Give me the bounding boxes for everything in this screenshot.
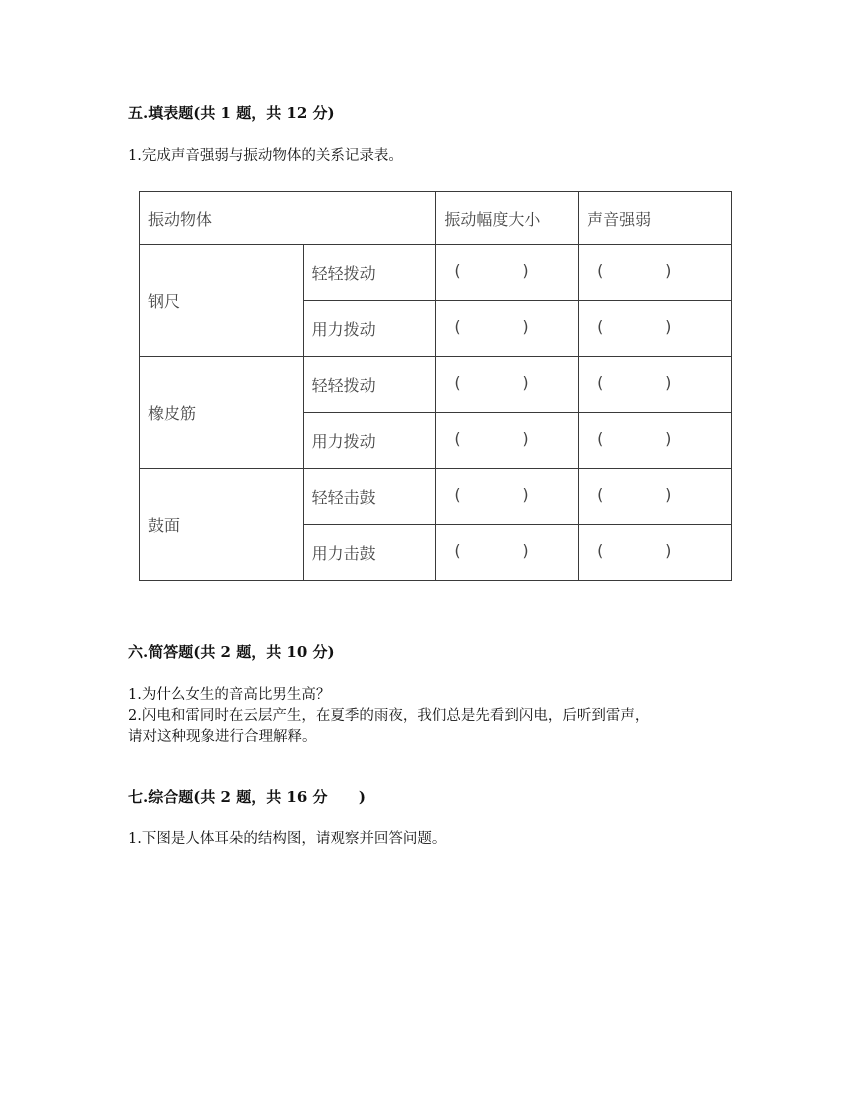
section-7-question-1: 1.下图是人体耳朵的结构图，请观察并回答问题。 <box>128 831 447 847</box>
loudness-blank-cell[interactable]: ( ) <box>579 357 732 413</box>
amplitude-blank-cell[interactable]: ( ) <box>436 413 579 469</box>
section-6-question-2-line-1: 2.闪电和雷同时在云层产生，在夏季的雨夜，我们总是先看到闪电，后听到雷声， <box>128 708 650 724</box>
object-cell: 钢尺 <box>140 245 304 357</box>
loudness-blank-cell[interactable]: ( ) <box>579 413 732 469</box>
amplitude-blank-cell[interactable]: ( ) <box>436 245 579 301</box>
action-cell: 用力拨动 <box>303 301 436 357</box>
loudness-blank-cell[interactable]: ( ) <box>579 301 732 357</box>
amplitude-blank-cell[interactable]: ( ) <box>436 301 579 357</box>
table-row <box>140 469 732 525</box>
section-6-question-2-line-2: 请对这种现象进行合理解释。 <box>128 729 317 745</box>
table-row <box>140 357 732 413</box>
action-cell: 轻轻拨动 <box>303 245 436 301</box>
section-6-question-1: 1.为什么女生的音高比男生高？ <box>128 687 331 703</box>
action-cell: 轻轻拨动 <box>303 357 436 413</box>
amplitude-blank-cell[interactable]: ( ) <box>436 525 579 581</box>
loudness-blank-cell[interactable]: ( ) <box>579 469 732 525</box>
header-vibrating-object: 振动物体 <box>140 192 436 245</box>
loudness-blank-cell[interactable]: ( ) <box>579 525 732 581</box>
action-cell: 轻轻击鼓 <box>303 469 436 525</box>
object-cell: 橡皮筋 <box>140 357 304 469</box>
amplitude-blank-cell[interactable]: ( ) <box>436 357 579 413</box>
table-header-row <box>140 192 732 245</box>
action-cell: 用力击鼓 <box>303 525 436 581</box>
header-loudness: 声音强弱 <box>579 192 732 245</box>
section-7-heading: 七.综合题(共 2 题，共 16 分 ) <box>128 788 366 806</box>
table-row <box>140 245 732 301</box>
section-5-question-1: 1.完成声音强弱与振动物体的关系记录表。 <box>128 148 403 164</box>
section-5-heading: 五.填表题(共 1 题，共 12 分) <box>128 104 335 122</box>
section-6-heading: 六.简答题(共 2 题，共 10 分) <box>128 643 335 661</box>
amplitude-blank-cell[interactable]: ( ) <box>436 469 579 525</box>
header-amplitude: 振动幅度大小 <box>436 192 579 245</box>
loudness-blank-cell[interactable]: ( ) <box>579 245 732 301</box>
action-cell: 用力拨动 <box>303 413 436 469</box>
record-table <box>139 191 732 581</box>
object-cell: 鼓面 <box>140 469 304 581</box>
